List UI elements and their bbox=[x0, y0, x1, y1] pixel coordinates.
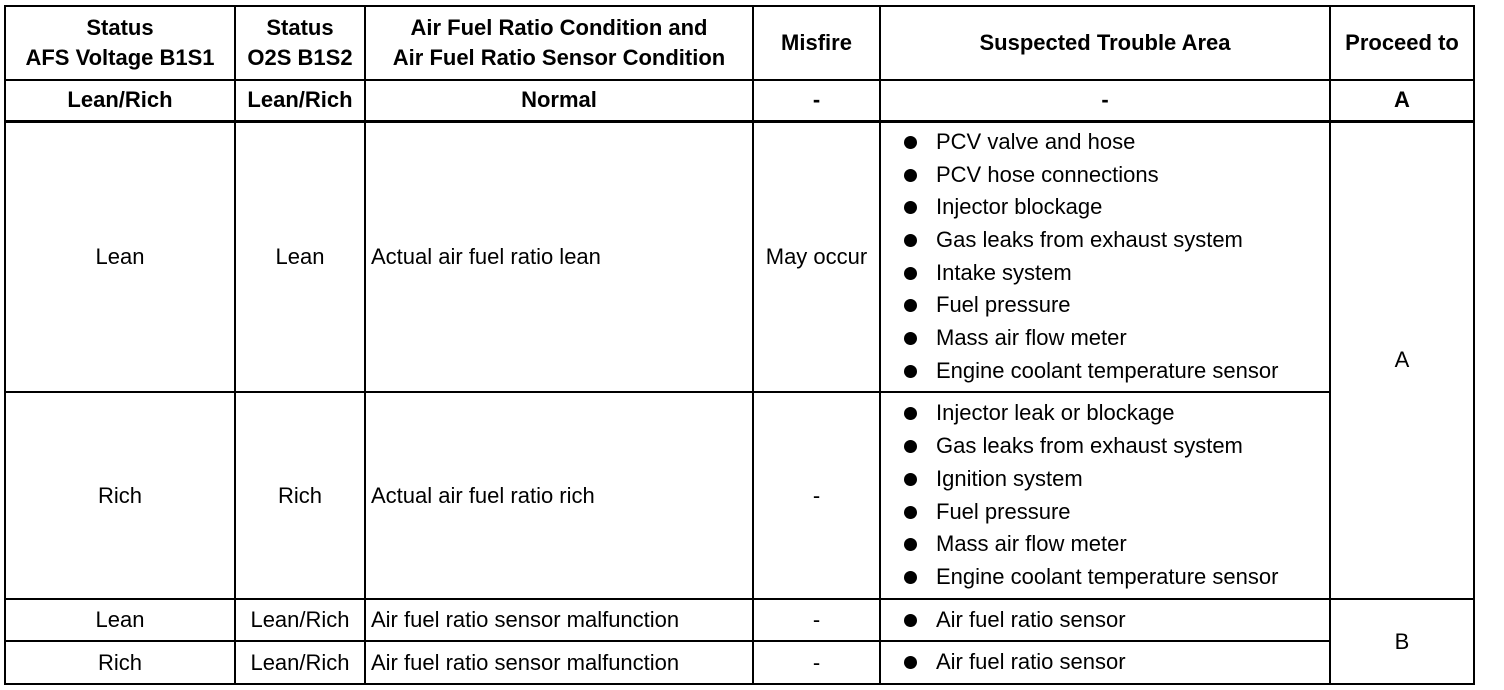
list-item bbox=[886, 561, 1324, 594]
bullet-icon bbox=[904, 169, 917, 182]
list-item-text: Injector blockage bbox=[936, 194, 1103, 220]
cell-afs: Lean/Rich bbox=[5, 80, 235, 121]
cell-afs: Rich bbox=[5, 641, 235, 684]
header-proceed-to: Proceed to bbox=[1330, 6, 1474, 80]
cell-trouble-area bbox=[880, 599, 1330, 641]
table-row bbox=[5, 80, 1474, 121]
list-item bbox=[886, 191, 1324, 224]
cell-o2s: Lean/Rich bbox=[235, 641, 365, 684]
diagnostic-table bbox=[4, 5, 1475, 685]
list-item bbox=[886, 322, 1324, 355]
cell-misfire: - bbox=[753, 80, 880, 121]
list-item bbox=[886, 528, 1324, 561]
list-item bbox=[886, 397, 1324, 430]
cell-trouble-area bbox=[880, 641, 1330, 684]
cell-condition: Air fuel ratio sensor malfunction bbox=[365, 641, 753, 684]
list-item bbox=[886, 604, 1324, 637]
list-item-text: Fuel pressure bbox=[936, 498, 1071, 524]
bullet-icon bbox=[904, 234, 917, 247]
list-item bbox=[886, 289, 1324, 322]
cell-condition: Normal bbox=[365, 80, 753, 121]
list-item-text: PCV hose connections bbox=[936, 161, 1159, 187]
list-item-text: Mass air flow meter bbox=[936, 325, 1127, 351]
cell-afs: Lean bbox=[5, 599, 235, 641]
bullet-icon bbox=[904, 614, 917, 627]
bullet-icon bbox=[904, 571, 917, 584]
table-row bbox=[5, 121, 1474, 392]
cell-o2s: Lean/Rich bbox=[235, 80, 365, 121]
cell-misfire: May occur bbox=[753, 121, 880, 392]
header-misfire: Misfire bbox=[753, 6, 880, 80]
list-item-text: Ignition system bbox=[936, 465, 1083, 491]
cell-misfire: - bbox=[753, 641, 880, 684]
bullet-icon bbox=[904, 538, 917, 551]
header-condition-line1: Air Fuel Ratio Condition and bbox=[410, 15, 708, 40]
header-afs-line1: Status bbox=[86, 15, 154, 40]
header-afs-voltage bbox=[5, 6, 235, 80]
list-item bbox=[886, 430, 1324, 463]
list-item bbox=[886, 257, 1324, 290]
cell-o2s: Rich bbox=[235, 392, 365, 599]
header-trouble-area: Suspected Trouble Area bbox=[880, 6, 1330, 80]
bullet-icon bbox=[904, 473, 917, 486]
cell-trouble-area: - bbox=[880, 80, 1330, 121]
list-item-text: Injector leak or blockage bbox=[936, 400, 1175, 426]
table-row bbox=[5, 392, 1474, 599]
header-condition bbox=[365, 6, 753, 80]
header-o2s bbox=[235, 6, 365, 80]
trouble-list bbox=[886, 604, 1324, 637]
cell-o2s: Lean bbox=[235, 121, 365, 392]
cell-condition: Actual air fuel ratio lean bbox=[365, 121, 753, 392]
list-item-text: PCV valve and hose bbox=[936, 128, 1136, 154]
header-row bbox=[5, 6, 1474, 80]
bullet-icon bbox=[904, 299, 917, 312]
cell-o2s: Lean/Rich bbox=[235, 599, 365, 641]
bullet-icon bbox=[904, 506, 917, 519]
cell-proceed-to: B bbox=[1330, 599, 1474, 684]
table-row bbox=[5, 641, 1474, 684]
list-item-text: Gas leaks from exhaust system bbox=[936, 433, 1243, 459]
list-item-text: Mass air flow meter bbox=[936, 531, 1127, 557]
bullet-icon bbox=[904, 407, 917, 420]
header-o2s-line2: O2S B1S2 bbox=[247, 45, 353, 70]
cell-proceed-to: A bbox=[1330, 80, 1474, 121]
cell-misfire: - bbox=[753, 392, 880, 599]
list-item-text: Engine coolant temperature sensor bbox=[936, 357, 1279, 383]
trouble-list bbox=[886, 646, 1324, 679]
cell-condition: Air fuel ratio sensor malfunction bbox=[365, 599, 753, 641]
list-item-text: Engine coolant temperature sensor bbox=[936, 563, 1279, 589]
bullet-icon bbox=[904, 440, 917, 453]
list-item-text: Gas leaks from exhaust system bbox=[936, 227, 1243, 253]
cell-trouble-area bbox=[880, 121, 1330, 392]
list-item-text: Air fuel ratio sensor bbox=[936, 606, 1126, 632]
cell-proceed-to: A bbox=[1330, 121, 1474, 599]
bullet-icon bbox=[904, 267, 917, 280]
bullet-icon bbox=[904, 136, 917, 149]
bullet-icon bbox=[904, 332, 917, 345]
list-item bbox=[886, 126, 1324, 159]
list-item bbox=[886, 355, 1324, 388]
bullet-icon bbox=[904, 201, 917, 214]
list-item-text: Fuel pressure bbox=[936, 292, 1071, 318]
trouble-list bbox=[886, 126, 1324, 388]
cell-condition: Actual air fuel ratio rich bbox=[365, 392, 753, 599]
trouble-list bbox=[886, 397, 1324, 593]
list-item-text: Air fuel ratio sensor bbox=[936, 649, 1126, 675]
cell-trouble-area bbox=[880, 392, 1330, 599]
header-o2s-line1: Status bbox=[266, 15, 334, 40]
cell-afs: Lean bbox=[5, 121, 235, 392]
table-row bbox=[5, 599, 1474, 641]
list-item bbox=[886, 496, 1324, 529]
cell-afs: Rich bbox=[5, 392, 235, 599]
list-item bbox=[886, 159, 1324, 192]
cell-misfire: - bbox=[753, 599, 880, 641]
header-afs-line2: AFS Voltage B1S1 bbox=[25, 45, 215, 70]
list-item bbox=[886, 646, 1324, 679]
list-item bbox=[886, 463, 1324, 496]
bullet-icon bbox=[904, 365, 917, 378]
header-condition-line2: Air Fuel Ratio Sensor Condition bbox=[392, 45, 726, 70]
list-item-text: Intake system bbox=[936, 259, 1072, 285]
list-item bbox=[886, 224, 1324, 257]
bullet-icon bbox=[904, 656, 917, 669]
